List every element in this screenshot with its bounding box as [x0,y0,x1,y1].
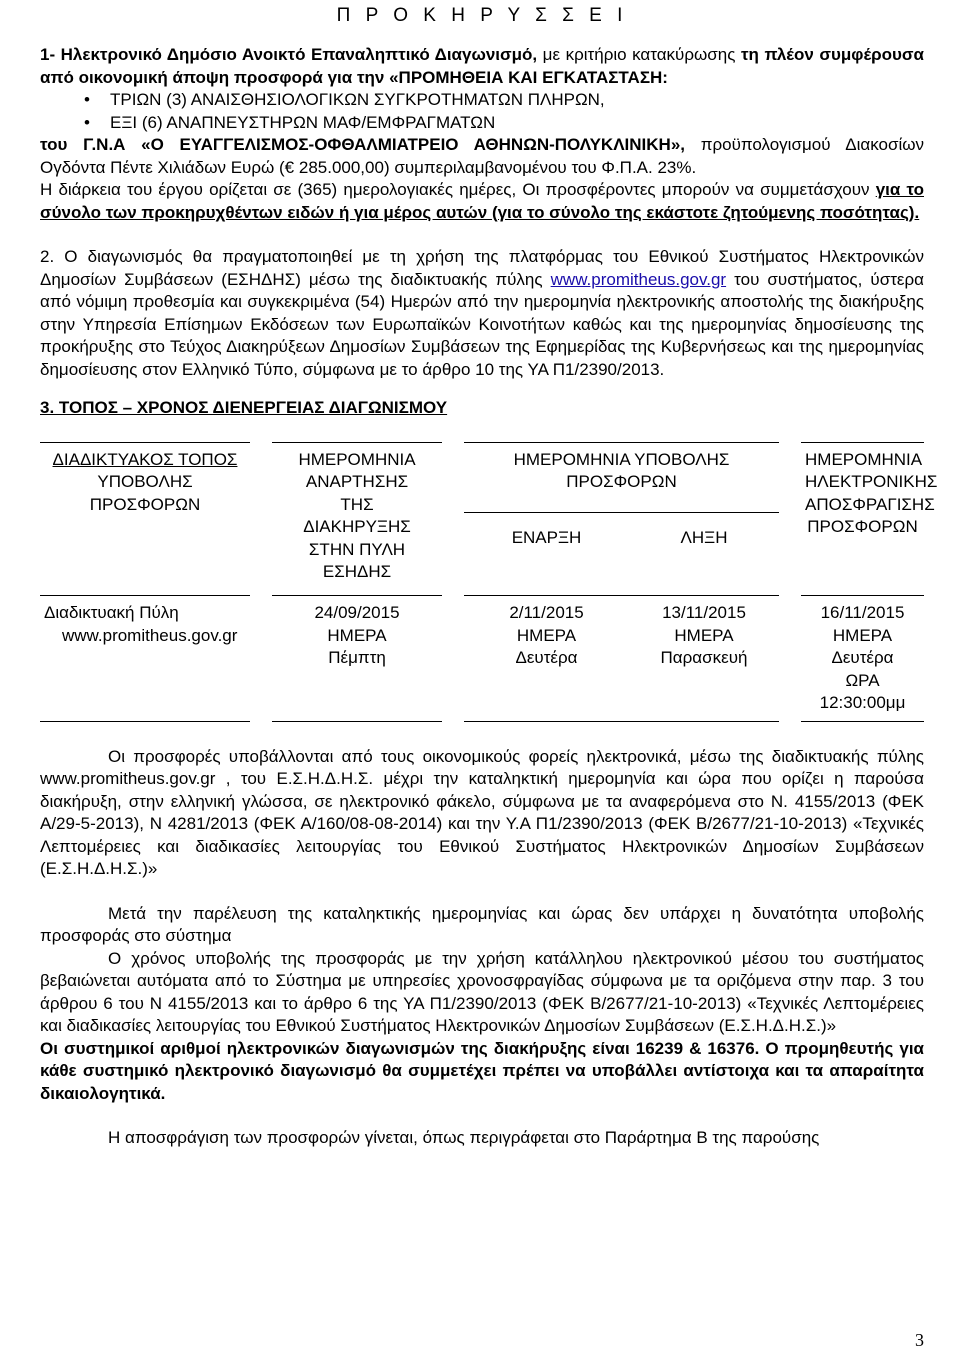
duration-text: Η διάρκεια του έργου ορίζεται σε (365) ημερολογιακές ημέρες, Οι προσφέροντες μπορούν να συμμετάσχουν [40,180,876,199]
value-line: ΗΜΕΡΑ [327,625,387,645]
item1-duration [40,179,924,224]
value-line: Δευτέρα [831,648,894,667]
value-line: ΩΡΑ [845,670,880,690]
value-line: 13/11/2015 [662,603,746,622]
section-3 [40,397,938,722]
item1-hospital [40,134,924,179]
header-cell-posting [272,442,442,596]
header-line: ΕΣΗΔΗΣ [322,562,392,581]
page-number: 3 [915,1329,924,1350]
item1-intro [40,44,924,89]
header-line: ΤΗΣ [340,494,374,514]
subheader-end: ΛΗΞΗ [629,512,779,596]
header-line: ΗΜΕΡΟΜΗΝΙΑ [298,449,416,469]
section-2 [40,246,924,381]
value-line: Δευτέρα [515,648,578,667]
value-line: ΗΜΕΡΑ [516,625,577,645]
value-line: ΗΜΕΡΑ [674,625,734,645]
duration-underlined: για το σύνολο των προκηρυχθέντων ειδών ή για μέρος αυτών (για το σύνολο της εκάστοτε ζητούμενης ποσότητας). [40,180,924,222]
paragraph-timestamp: Ο χρόνος υποβολής της προσφοράς με την χρήση κατάλληλου ηλεκτρονικού μέσου του συστήματος βεβαιώνεται αυτόματα από το Σύστημα με υπηρεσίες χρονοσφραγίδας σύμφωνα με τα οριζόμενα στην παρ. 3 του άρθρου 6 του Ν 4155/2013 και το άρθρο 6 της ΥΑ Π1/2390/2013 (ΦΕΚ Β/2677/21-10-2013) «Τεχνικές Λεπτομέρειες και διαδικασίες λειτουργίας του Εθνικού Συστήματος Ηλεκτρονικών Δημοσίων Συμβάσεων (Ε.Σ.Η.Δ.Η.Σ.)» [40,948,924,1035]
subheader-start: ΕΝΑΡΞΗ [464,512,629,596]
header-line: ΠΡΟΣΦΟΡΩΝ [807,517,918,536]
value-line: Διαδικτυακή Πύλη [44,603,179,622]
value-line: Παρασκευή [660,648,748,667]
budget-text: προϋπολογισμού Διακοσίων Ογδόντα Πέντε Χιλιάδων Ευρώ (€ 285.000,00) συμπεριλαμβανομένου του Φ.Π.Α. 23%. [40,135,925,177]
item1-lead-bold2: τη πλέον συμφέρουσα από οικονομική άποψη προσφορά για την «ΠΡΟΜΗΘΕΙΑ ΚΑΙ ΕΓΚΑΤΑΣΤΑΣΗ: [40,45,924,87]
item1-lead-bold: 1- Ηλεκτρονικό Δημόσιο Ανοικτό Επαναληπτικό Διαγωνισμό, [40,45,538,64]
list-item: • ΕΞΙ (6) ΑΝΑΠΝΕΥΣΤΗΡΩΝ ΜΑΦ/ΕΜΦΡΑΓΜΑΤΩΝ [110,112,924,135]
paragraph-deadline: Μετά την παρέλευση της καταληκτικής ημερομηνίας και ώρας δεν υπάρχει η δυνατότητα υποβολής προσφοράς στο σύστημα [40,903,924,945]
header-cell-submission [464,442,779,512]
value-cell-opening [801,596,924,722]
item1-lead-normal: με κριτήριο κατακύρωσης [537,45,741,64]
header-line: ΗΜΕΡΟΜΗΝΙΑ [805,449,923,469]
header-line: ΗΜΕΡΟΜΗΝΙΑ ΥΠΟΒΟΛΗΣ [513,449,730,469]
table-header-row [40,442,924,512]
value-line: 24/09/2015 [314,603,400,622]
value-cell-site [40,596,250,722]
value-line: 12:30:00μμ [819,693,906,712]
header-line: ΑΠΟΣΦΡΑΓΙΣΗΣ [805,494,935,514]
section-1 [40,44,924,224]
header-line: ΠΡΟΣΦΟΡΩΝ [89,494,201,514]
value-line: 2/11/2015 [509,603,584,622]
value-line: ΗΜΕΡΑ [832,625,893,645]
header-line: ΠΡΟΣΦΟΡΩΝ [566,472,677,491]
item2-text-b: του συστήματος, ύστερα από νόμιμη προθεσμία και συγκεκριμένα (54) Ημερών από την ημερομηνία ηλεκτρονικής αποστολής της διακήρυξης στην Υπηρεσία Επίσημων Εκδόσεων των Ευρωπαϊκών Κοινοτήτων καθώς και της ημερομηνίας δημοσίευσης της προκήρυξης στο Τεύχος Διακηρύξεων Δημοσίων Συμβάσεων της Εφημερίδας της Κυβερνήσεως και της ημερομηνίας δημοσίευσης στον Ελληνικό Τύπο, σύμφωνα με το άρθρο 10 της ΥΑ Π1/2390/2013. [40,269,924,379]
section-3-heading: 3. ΤΟΠΟΣ – ΧΡΟΝΟΣ ΔΙΕΝΕΡΓΕΙΑΣ ΔΙΑΓΩΝΙΣΜΟΥ [40,398,448,417]
value-cell-posting [272,596,442,722]
table-row [40,596,924,722]
item2-text-a: 2. Ο διαγωνισμός θα πραγματοποιηθεί με τη χρήση της πλατφόρμας του Εθνικού Συστήματος Ηλεκτρονικών Δημοσίων Συμβάσεων (ΕΣΗΔΗΣ) μέσω της διαδικτυακής πύλης [40,247,924,289]
header-line: ΔΙΑΔΙΚΤΥΑΚΟΣ ΤΟΠΟΣ [52,449,238,469]
list-item: • ΤΡΙΩΝ (3) ΑΝΑΙΣΘΗΣΙΟΛΟΓΙΚΩΝ ΣΥΓΚΡΟΤΗΜΑΤΩΝ ΠΛΗΡΩΝ, [110,89,924,112]
hospital-name: του Γ.Ν.Α «Ο ΕΥΑΓΓΕΛΙΣΜΟΣ-ΟΦΘΑΛΜΙΑΤΡΕΙΟ ΑΘΗΝΩΝ-ΠΟΛΥΚΛΙΝΙΚΗ», [40,135,686,154]
header-line: ΑΝΑΡΤΗΣΗΣ [305,472,409,491]
value-cell-end [629,596,779,722]
header-line: ΥΠΟΒΟΛΗΣ [97,472,193,491]
value-line: Πέμπτη [328,648,386,667]
value-line: 16/11/2015 [820,603,905,622]
header-cell-site [40,442,250,596]
header-line: ΣΤΗΝ ΠΥΛΗ [308,539,406,559]
header-line: ΔΙΑΚΗΡΥΞΗΣ [303,517,411,536]
item1-bullets [40,89,924,134]
document-page [40,0,938,1150]
page-title: Π Ρ Ο Κ Η Ρ Υ Σ Σ Ε Ι [336,5,628,26]
promitheus-link[interactable]: www.promitheus.gov.gr [550,269,727,289]
value-line: www.promitheus.gov.gr [62,625,238,645]
schedule-table [40,442,938,722]
paragraph-submission: Οι προσφορές υποβάλλονται από τους οικονομικούς φορείς ηλεκτρονικά, μέσω της διαδικτυακής πύλης www.promitheus.gov.gr , του Ε.Σ.Η.Δ.Η.Σ. μέχρι την καταληκτική ημερομηνία και ώρα που ορίζει η παρούσα διακήρυξη, στην ελληνική γλώσσα, σε ηλεκτρονικό φάκελο, σύμφωνα με τα αναφερόμενα στο Ν. 4155/2013 (ΦΕΚ Α/29-5-2013), Ν 4281/2013 (ΦΕΚ Α/160/08-08-2014) και την Υ.Α Π1/2390/2013 (ΦΕΚ Β/2677/21-10-2013) «Τεχνικές Λεπτομέρειες και διαδικασίες λειτουργίας του Εθνικού Συστήματος Ηλεκτρονικών Δημοσίων Συμβάσεων (Ε.Σ.Η.Δ.Η.Σ.)» [40,746,924,878]
item2-text [40,246,924,381]
paragraph-opening: Η αποσφράγιση των προσφορών γίνεται, όπως περιγράφεται στο Παράρτημα Β της παρούσης [108,1128,820,1147]
header-cell-opening [801,442,938,596]
value-cell-start [464,596,629,722]
paragraph-system-numbers: Οι συστημικοί αριθμοί ηλεκτρονικών διαγωνισμών της διακήρυξης είναι 16239 & 16376. Ο προμηθευτής για κάθε συστημικό ηλεκτρονικό διαγωνισμό θα συμμετέχει πρέπει να υποβάλλει αντίστοιχα και τα απαραίτητα δικαιολογητικά. [40,1038,924,1103]
header-line: ΗΛΕΚΤΡΟΝΙΚΗΣ [805,472,938,491]
